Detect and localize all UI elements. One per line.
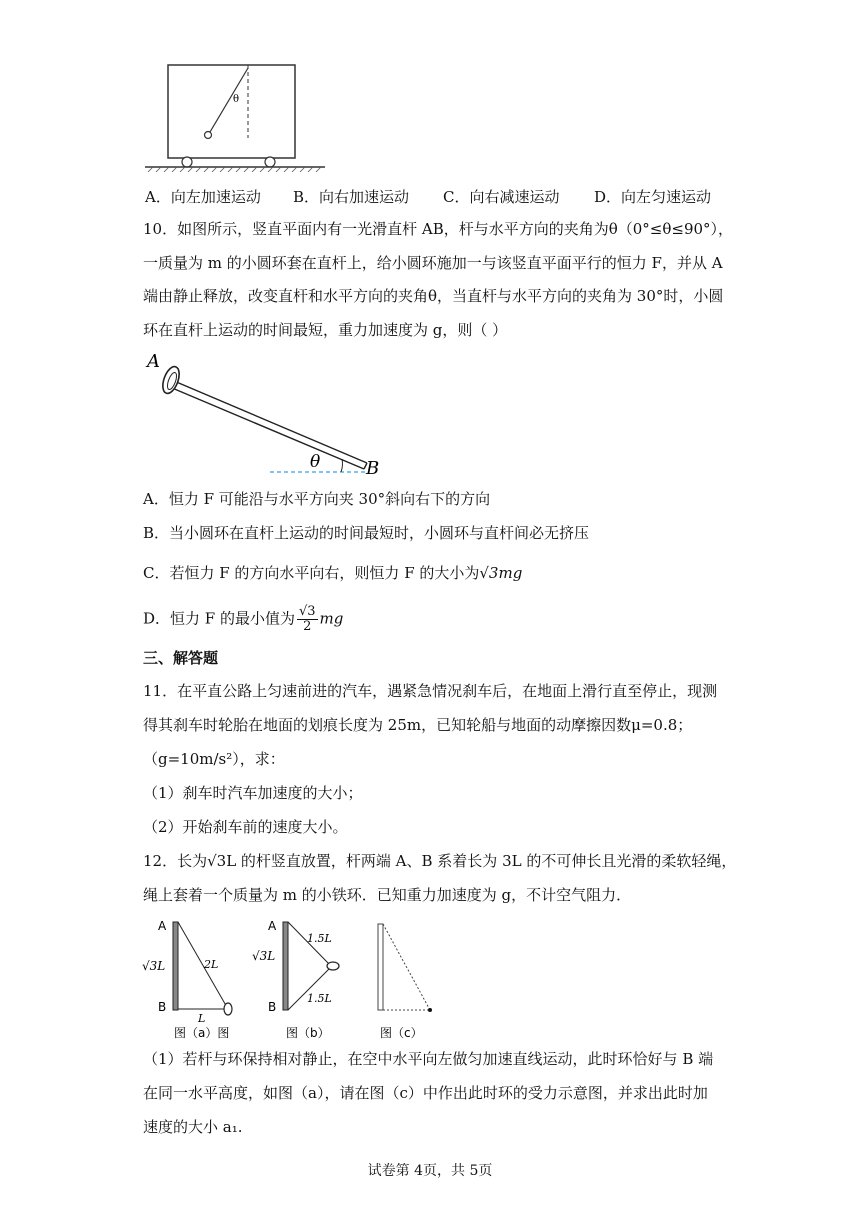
q10-option-c: [143, 563, 522, 583]
q12-part1-line-2: 在同一水平高度，如图（a），请在图（c）中作出此时环的受力示意图，并求出此时加: [143, 1084, 708, 1102]
rod-edge-bottom: [165, 385, 364, 469]
q10-option-c-text: C．若恒力 F 的方向水平向右，则恒力 F 的大小为: [143, 564, 480, 582]
q10-option-d-mg: mg: [319, 609, 344, 628]
q12-line-1: 12．长为√3L 的杆竖直放置，杆两端 A、B 系着长为 3L 的不可伸长且光滑的柔软轻绳，: [143, 852, 737, 870]
inclined-rod-figure: [145, 345, 390, 480]
fig-a-bottom-length: L: [198, 1012, 206, 1025]
q10-option-d: [143, 605, 343, 634]
wheel-left: [182, 157, 192, 167]
fig-a-rope-length: 2L: [204, 958, 219, 971]
ring-a: [224, 1003, 232, 1015]
fraction-sqrt3-over-2: [297, 605, 318, 634]
pendulum-bob: [205, 132, 212, 139]
ring-b: [327, 962, 339, 970]
angle-arc: [341, 459, 342, 472]
page-footer: 试卷第 4页，共 5页: [367, 1163, 493, 1179]
ring-c-dot: [428, 1008, 432, 1012]
cart-body: [168, 65, 295, 158]
section-heading-3: 三、解答题: [143, 649, 219, 667]
fig-c-caption: 图（c）: [380, 1026, 423, 1040]
figure-a: [142, 919, 232, 1040]
q12-line-2: 绳上套着一个质量为 m 的小铁环．已知重力加速度为 g，不计空气阻力．: [143, 886, 632, 904]
fig-b-caption: 图（b）: [286, 1026, 330, 1040]
q11-line-1: 11．在平直公路上匀速前进的汽车，遇紧急情况刹车后，在地面上滑行直至停止，现测: [143, 682, 718, 700]
label-b-10: B: [366, 458, 380, 479]
fig-a-label-b: B: [158, 1000, 167, 1014]
q10-line-1: 10．如图所示，竖直平面内有一光滑直杆 AB，杆与水平方向的夹角为θ（0°≤θ≤90°），: [143, 220, 734, 238]
wheel-right: [265, 157, 275, 167]
fig-a-caption: 图（a）图: [174, 1026, 230, 1040]
fig-b-label-b: B: [268, 1000, 277, 1014]
q11-sub-2: （2）开始刹车前的速度大小。: [143, 818, 348, 836]
rope-a-diagonal: [178, 922, 228, 1009]
q9-option-a: A．向左加速运动: [145, 188, 261, 206]
q11-sub-1: （1）刹车时汽车加速度的大小；: [143, 784, 363, 802]
figure-c: [378, 924, 432, 1040]
rod-edge-top: [167, 378, 367, 463]
cart-pendulum-figure: [140, 60, 330, 172]
label-a-10: A: [147, 351, 160, 372]
q10-line-4: 环在直杆上运动的时间最短，重力加速度为 g，则（ ）: [143, 321, 508, 339]
rod-b: [283, 922, 288, 1010]
q10-option-c-expr: √3mg: [479, 564, 523, 582]
q10-option-b: B．当小圆环在直杆上运动的时间最短时，小圆环与直杆间必无挤压: [143, 524, 590, 542]
fraction-numerator: √3: [298, 604, 316, 619]
rod-a: [173, 922, 178, 1010]
fig-a-rod-length: √3L: [142, 959, 166, 973]
fraction-denominator: 2: [303, 619, 312, 634]
pendulum-string: [210, 68, 248, 132]
q10-option-a: A．恒力 F 可能沿与水平方向夹 30°斜向右下的方向: [143, 490, 491, 508]
q12-part1-line-3: 速度的大小 a₁.: [143, 1118, 243, 1136]
fig-b-top-length: 1.5L: [307, 932, 332, 945]
q9-option-c: C．向右减速运动: [443, 188, 560, 206]
q9-option-b: B．向右加速运动: [293, 188, 410, 206]
figure-b: [252, 919, 339, 1040]
q10-option-d-text: D．恒力 F 的最小值为: [143, 609, 295, 628]
q11-line-3: （g=10m/s²），求：: [143, 750, 285, 768]
q12-part1-line-1: （1）若杆与环保持相对静止，在空中水平向左做匀加速直线运动，此时环恰好与 B 端: [143, 1050, 714, 1068]
rope-c-diagonal: [383, 924, 430, 1010]
theta-label-10: θ: [310, 452, 321, 472]
fig-a-label-a: A: [158, 919, 167, 933]
q12-figures: [140, 912, 460, 1042]
fig-b-rod-length: √3L: [252, 949, 276, 963]
q10-line-3: 端由静止释放，改变直杆和水平方向的夹角θ，当直杆与水平方向的夹角为 30°时，小圆: [143, 287, 724, 305]
q11-line-2: 得其刹车时轮胎在地面的划痕长度为 25m，已知轮船与地面的动摩擦因数μ=0.8；: [143, 716, 693, 734]
rod-c: [378, 924, 383, 1010]
theta-label-9: θ: [233, 94, 240, 105]
q9-option-d: D．向左匀速运动: [594, 188, 712, 206]
fig-b-label-a: A: [268, 919, 277, 933]
fig-b-bottom-length: 1.5L: [307, 992, 332, 1005]
q10-line-2: 一质量为 m 的小圆环套在直杆上，给小圆环施加一与该竖直平面平行的恒力 F，并从 A: [143, 254, 723, 272]
